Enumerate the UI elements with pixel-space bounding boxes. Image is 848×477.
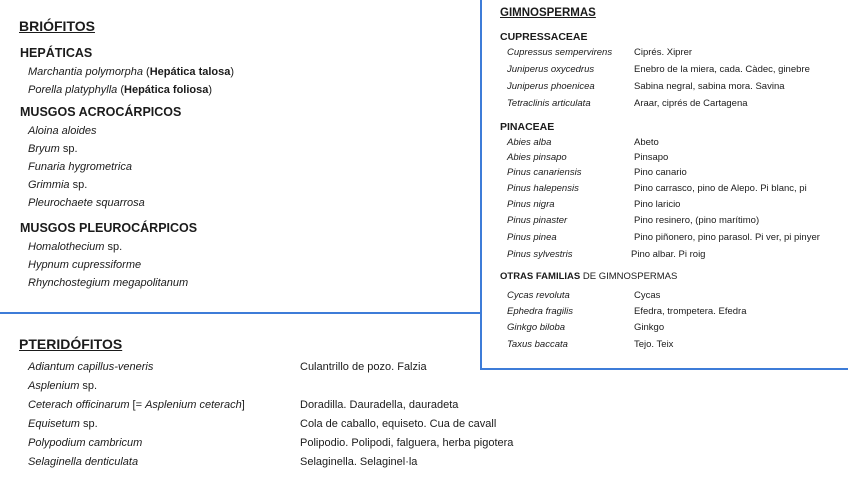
table-row: Polypodium cambricum [28,437,143,449]
pleurocarpicos-heading: MUSGOS PLEUROCÁRPICOS [20,221,198,235]
hepaticas-heading: HEPÁTICAS [20,46,93,60]
common-name: Ginkgo [634,322,665,333]
pteridofitos-title: PTERIDÓFITOS [19,336,123,352]
latin-name: Pinus canariensis [507,167,582,178]
common-name: Cycas [634,290,661,301]
common-name: Pino carrasco, pino de Alepo. Pi blanc, pi [634,183,807,194]
common-name: Enebro de la miera, cada. Càdec, ginebre [634,64,810,75]
latin-name: Pinus pinaster [507,215,568,226]
list-item: Bryum sp. [28,143,78,155]
latin-name: Ginkgo biloba [507,322,566,333]
table-row: Adiantum capillus-veneris [28,361,154,373]
common-name: Tejo. Teix [634,339,674,350]
table-row: Selaginella denticulata [28,456,139,468]
latin-name: Pinus halepensis [507,183,579,194]
latin-name: Abies alba [507,137,552,148]
list-item: Funaria hygrometrica [28,161,132,173]
common-name: Selaginella. Selaginel·la [300,456,418,468]
common-name: Pino albar. Pi roig [631,249,706,260]
table-row: Equisetum sp. [28,418,98,430]
otras-familias-heading: OTRAS FAMILIAS DE GIMNOSPERMAS [500,271,678,282]
divider-horizontal-bottom [480,368,848,370]
latin-name: Juniperus phoenicea [507,81,595,92]
table-row: Asplenium sp. [28,380,98,392]
latin-name: Pinus nigra [507,199,555,210]
latin-name: Cycas revoluta [507,290,570,301]
common-name: Ciprés. Xiprer [634,47,693,58]
pinaceae-heading: PINACEAE [500,121,555,133]
latin-name: Tetraclinis articulata [507,98,591,109]
list-item: Rhynchostegium megapolitanum [28,277,189,289]
common-name: Pino canario [634,167,687,178]
list-item: Pleurochaete squarrosa [28,197,145,209]
common-name: Efedra, trompetera. Efedra [634,306,747,317]
briofitos-title: BRIÓFITOS [19,18,95,34]
list-item: Homalothecium sp. [28,241,123,253]
list-item: Porella platyphylla (Hepática foliosa) [28,84,213,96]
common-name: Polipodio. Polipodi, falguera, herba pigotera [300,437,514,449]
list-item: Hypnum cupressiforme [28,259,142,271]
common-name: Pino piñonero, pino parasol. Pi ver, pi pinyer [634,232,820,243]
common-name: Culantrillo de pozo. Falzia [300,361,427,373]
list-item: Marchantia polymorpha (Hepática talosa) [28,66,235,78]
table-row: Ceterach officinarum [= Asplenium ceterach] [28,399,245,411]
common-name: Pinsapo [634,152,669,163]
common-name: Pino resinero, (pino marítimo) [634,215,760,226]
common-name: Cola de caballo, equiseto. Cua de cavall [300,418,497,430]
common-name: Araar, ciprés de Cartagena [634,98,748,109]
common-name: Abeto [634,137,659,148]
divider-horizontal-left [0,312,482,314]
common-name: Sabina negral, sabina mora. Savina [634,81,785,92]
latin-name: Juniperus oxycedrus [507,64,595,75]
latin-name: Ephedra fragilis [507,306,574,317]
latin-name: Taxus baccata [507,339,568,350]
common-name: Pino laricio [634,199,681,210]
list-item: Grimmia sp. [28,179,88,191]
latin-name: Pinus sylvestris [507,249,573,260]
cupressaceae-heading: CUPRESSACEAE [500,31,588,43]
gimnospermas-title: GIMNOSPERMAS [500,7,596,19]
latin-name: Abies pinsapo [507,152,567,163]
common-name: Doradilla. Dauradella, dauradeta [300,399,459,411]
latin-name: Pinus pinea [507,232,557,243]
acrocarpicos-heading: MUSGOS ACROCÁRPICOS [20,105,182,119]
list-item: Aloina aloides [28,125,97,137]
latin-name: Cupressus sempervirens [507,47,613,58]
divider-vertical [480,0,482,370]
